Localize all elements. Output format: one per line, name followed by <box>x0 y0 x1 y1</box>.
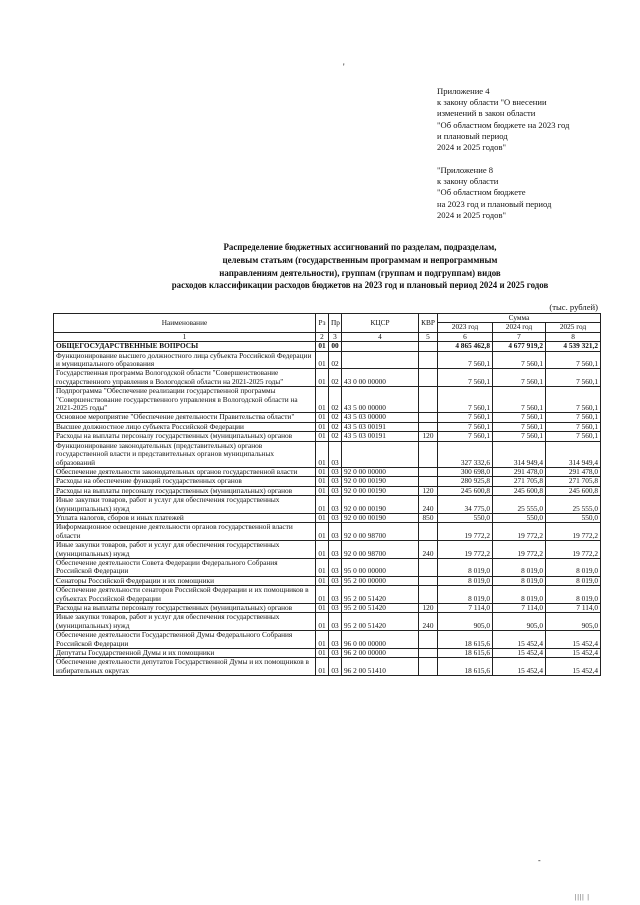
row-kcsr-cell: 95 0 00 00000 <box>342 558 419 576</box>
row-pr-cell: 02 <box>329 432 342 441</box>
row-name-cell: Депутаты Государственной Думы и их помощники <box>54 649 316 658</box>
row-kcsr-cell: 92 0 00 00190 <box>342 513 419 522</box>
appendix-line: "Приложение 8 <box>437 165 494 175</box>
row-value-2023-cell: 7 560,1 <box>438 432 493 441</box>
row-pr-cell: 03 <box>329 523 342 541</box>
row-kcsr-cell: 92 0 00 98700 <box>342 523 419 541</box>
row-value-2024-cell: 271 705,8 <box>493 477 546 486</box>
row-value-2025-cell: 7 114,0 <box>546 604 601 613</box>
table-row <box>54 413 601 422</box>
row-pr-cell: 03 <box>329 441 342 467</box>
row-value-2024-cell: 4 677 919,2 <box>493 342 546 351</box>
table-row <box>54 351 601 369</box>
row-pr-cell: 03 <box>329 658 342 676</box>
row-value-2024-cell: 8 019,0 <box>493 586 546 604</box>
page-bars: |||| | <box>575 893 590 901</box>
row-name-cell: Иные закупки товаров, работ и услуг для обеспечения государственных (муниципальных) нужд <box>54 496 316 514</box>
row-value-2024-cell: 8 019,0 <box>493 558 546 576</box>
row-kcsr-cell <box>342 351 419 369</box>
row-pr-cell: 03 <box>329 541 342 559</box>
row-rz-cell: 01 <box>316 477 329 486</box>
row-value-2025-cell: 8 019,0 <box>546 586 601 604</box>
row-kvr-cell: 240 <box>419 496 438 514</box>
row-value-2025-cell: 7 560,1 <box>546 413 601 422</box>
row-name-cell: Основное мероприятие "Обеспечение деятельности Правительства области" <box>54 413 316 422</box>
row-value-2023-cell: 7 560,1 <box>438 413 493 422</box>
row-rz-cell: 01 <box>316 422 329 431</box>
column-index-cell: 7 <box>493 332 546 341</box>
row-pr-cell: 03 <box>329 477 342 486</box>
row-kvr-cell <box>419 477 438 486</box>
row-pr-cell: 03 <box>329 576 342 585</box>
row-pr-cell: 03 <box>329 467 342 476</box>
row-rz-cell: 01 <box>316 413 329 422</box>
row-kvr-cell <box>419 649 438 658</box>
row-value-2024-cell: 7 560,1 <box>493 351 546 369</box>
column-index-cell: 2 <box>316 332 329 341</box>
budget-table <box>53 313 601 676</box>
column-index-row <box>54 332 601 341</box>
table-row <box>54 422 601 431</box>
appendix-line: 2024 и 2025 годов" <box>437 142 507 153</box>
row-value-2024-cell: 15 452,4 <box>493 631 546 649</box>
row-name-cell: Иные закупки товаров, работ и услуг для обеспечения государственных (муниципальных) нужд <box>54 541 316 559</box>
row-value-2023-cell: 34 775,0 <box>438 496 493 514</box>
row-value-2023-cell: 18 615,6 <box>438 631 493 649</box>
appendix-line: к закону области <box>437 176 499 187</box>
row-value-2025-cell: 15 452,4 <box>546 631 601 649</box>
row-name-cell: Обеспечение деятельности сенаторов Российской Федерации и их помощников в субъектах Российской Федерации <box>54 586 316 604</box>
row-value-2025-cell: 550,0 <box>546 513 601 522</box>
row-rz-cell: 01 <box>316 387 329 413</box>
row-value-2023-cell: 327 332,6 <box>438 441 493 467</box>
row-kvr-cell: 240 <box>419 541 438 559</box>
row-pr-cell: 03 <box>329 496 342 514</box>
table-row <box>54 631 601 649</box>
row-kcsr-cell: 43 5 00 00000 <box>342 387 419 413</box>
row-kcsr-cell: 43 5 03 00191 <box>342 432 419 441</box>
title-line: расходов классификации расходов бюджетов на 2023 год и плановый период 2024 и 2025 годов <box>171 280 549 291</box>
table-row <box>54 369 601 387</box>
row-kcsr-cell: 92 0 00 00000 <box>342 467 419 476</box>
table-row <box>54 604 601 613</box>
row-pr-cell: 03 <box>329 613 342 631</box>
row-name-cell: Высшее должностное лицо субъекта Российской Федерации <box>54 422 316 431</box>
appendix-line: на 2023 год и плановый период <box>437 198 552 209</box>
row-value-2023-cell: 245 600,8 <box>438 486 493 495</box>
row-value-2023-cell: 4 865 462,8 <box>438 342 493 351</box>
row-value-2024-cell: 19 772,2 <box>493 541 546 559</box>
row-rz-cell: 01 <box>316 369 329 387</box>
row-rz-cell: 01 <box>316 658 329 676</box>
row-rz-cell: 01 <box>316 586 329 604</box>
table-row <box>54 441 601 467</box>
row-value-2023-cell: 18 615,6 <box>438 658 493 676</box>
title-line: Распределение бюджетных ассигнований по разделам, подразделам, <box>223 242 497 252</box>
row-value-2023-cell: 7 560,1 <box>438 369 493 387</box>
row-rz-cell: 01 <box>316 576 329 585</box>
row-kvr-cell <box>419 342 438 351</box>
row-value-2024-cell: 550,0 <box>493 513 546 522</box>
row-value-2024-cell: 25 555,0 <box>493 496 546 514</box>
row-value-2025-cell: 7 560,1 <box>546 351 601 369</box>
row-kcsr-cell: 43 5 03 00191 <box>342 422 419 431</box>
units-label: (тыс. рублей) <box>549 302 598 312</box>
row-rz-cell: 01 <box>316 467 329 476</box>
row-name-cell: Обеспечение деятельности Совета Федерации Федерального Собрания Российской Федерации <box>54 558 316 576</box>
row-value-2025-cell: 19 772,2 <box>546 523 601 541</box>
column-index-cell: 3 <box>329 332 342 341</box>
row-pr-cell: 02 <box>329 387 342 413</box>
row-kvr-cell <box>419 658 438 676</box>
row-name-cell: Расходы на выплаты персоналу государственных (муниципальных) органов <box>54 604 316 613</box>
header-pr: Пр <box>329 314 342 333</box>
row-kcsr-cell: 96 0 00 00000 <box>342 631 419 649</box>
row-value-2025-cell: 4 539 321,2 <box>546 342 601 351</box>
table-body <box>54 332 601 675</box>
table-row <box>54 477 601 486</box>
row-name-cell: Иные закупки товаров, работ и услуг для обеспечения государственных (муниципальных) нужд <box>54 613 316 631</box>
row-kvr-cell: 120 <box>419 604 438 613</box>
row-rz-cell: 01 <box>316 486 329 495</box>
row-kvr-cell <box>419 523 438 541</box>
row-name-cell: Информационное освещение деятельности органов государственной власти области <box>54 523 316 541</box>
appendix-line: Приложение 4 <box>437 86 490 96</box>
row-rz-cell: 01 <box>316 649 329 658</box>
row-value-2024-cell: 314 949,4 <box>493 441 546 467</box>
row-kcsr-cell: 92 0 00 00190 <box>342 477 419 486</box>
row-kcsr-cell: 96 2 00 00000 <box>342 649 419 658</box>
row-value-2025-cell: 905,0 <box>546 613 601 631</box>
table-row <box>54 658 601 676</box>
title-line: направлениям деятельности), группам (группам и подгруппам) видов <box>219 267 501 278</box>
row-kcsr-cell <box>342 342 419 351</box>
row-kvr-cell: 240 <box>419 613 438 631</box>
row-name-cell: Уплата налогов, сборов и иных платежей <box>54 513 316 522</box>
row-value-2025-cell: 7 560,1 <box>546 422 601 431</box>
table-row <box>54 613 601 631</box>
table-row <box>54 342 601 351</box>
row-value-2025-cell: 7 560,1 <box>546 369 601 387</box>
row-rz-cell: 01 <box>316 432 329 441</box>
row-name-cell: Расходы на выплаты персоналу государственных (муниципальных) органов <box>54 486 316 495</box>
table-row <box>54 496 601 514</box>
table-row <box>54 541 601 559</box>
row-value-2024-cell: 7 560,1 <box>493 422 546 431</box>
row-value-2023-cell: 19 772,2 <box>438 523 493 541</box>
row-name-cell: Государственная программа Вологодской области "Совершенствование государственного управления в Вологодской области на 2021-2025 годы" <box>54 369 316 387</box>
row-kvr-cell <box>419 586 438 604</box>
table-row <box>54 649 601 658</box>
row-value-2024-cell: 15 452,4 <box>493 649 546 658</box>
row-value-2024-cell: 19 772,2 <box>493 523 546 541</box>
row-value-2023-cell: 550,0 <box>438 513 493 522</box>
row-pr-cell: 02 <box>329 422 342 431</box>
header-sum: Сумма <box>438 314 601 323</box>
appendix-4-note <box>437 86 627 153</box>
column-index-cell: 4 <box>342 332 419 341</box>
row-name-cell: Сенаторы Российской Федерации и их помощники <box>54 576 316 585</box>
row-value-2023-cell: 19 772,2 <box>438 541 493 559</box>
row-value-2023-cell: 905,0 <box>438 613 493 631</box>
row-value-2025-cell: 314 949,4 <box>546 441 601 467</box>
row-kvr-cell <box>419 387 438 413</box>
row-rz-cell: 01 <box>316 541 329 559</box>
appendix-line: 2024 и 2025 годов" <box>437 209 507 220</box>
column-index-cell: 5 <box>419 332 438 341</box>
row-name-cell: Подпрограмма "Обеспечение реализации государственной программы "Совершенствование государственного управления в Вологодской области на 2021-2025 годы" <box>54 387 316 413</box>
row-kvr-cell <box>419 467 438 476</box>
row-value-2025-cell: 7 560,1 <box>546 432 601 441</box>
row-kcsr-cell: 95 2 00 00000 <box>342 576 419 585</box>
row-rz-cell: 01 <box>316 441 329 467</box>
table-row <box>54 467 601 476</box>
column-index-cell: 6 <box>438 332 493 341</box>
row-kvr-cell <box>419 422 438 431</box>
row-name-cell: Функционирование законодательных (представительных) органов государственной власти и представительных органов муниципальных образований <box>54 441 316 467</box>
table-row <box>54 576 601 585</box>
column-index-cell: 8 <box>546 332 601 341</box>
row-value-2024-cell: 15 452,4 <box>493 658 546 676</box>
row-pr-cell: 00 <box>329 342 342 351</box>
table-row <box>54 432 601 441</box>
row-value-2025-cell: 25 555,0 <box>546 496 601 514</box>
row-value-2025-cell: 7 560,1 <box>546 387 601 413</box>
row-value-2023-cell: 8 019,0 <box>438 576 493 585</box>
row-value-2025-cell: 8 019,0 <box>546 558 601 576</box>
row-pr-cell: 02 <box>329 351 342 369</box>
row-value-2023-cell: 7 560,1 <box>438 387 493 413</box>
row-rz-cell: 01 <box>316 496 329 514</box>
row-kcsr-cell: 95 2 00 51420 <box>342 613 419 631</box>
table-row <box>54 558 601 576</box>
row-kcsr-cell: 95 2 00 51420 <box>342 604 419 613</box>
header-year-2024: 2024 год <box>493 323 546 332</box>
appendix-line: "Об областном бюджете на 2023 год <box>437 119 570 130</box>
row-rz-cell: 01 <box>316 631 329 649</box>
table-row <box>54 486 601 495</box>
appendix-line: изменений в закон области <box>437 108 536 119</box>
appendix-line: и плановый период <box>437 130 508 141</box>
row-value-2025-cell: 271 705,8 <box>546 477 601 486</box>
row-pr-cell: 03 <box>329 604 342 613</box>
row-kcsr-cell: 96 2 00 51410 <box>342 658 419 676</box>
row-value-2023-cell: 7 560,1 <box>438 422 493 431</box>
row-kvr-cell: 850 <box>419 513 438 522</box>
header-name: Наименование <box>54 314 316 333</box>
row-kcsr-cell: 43 5 03 00000 <box>342 413 419 422</box>
row-name-cell: Обеспечение деятельности законодательных органов государственной власти <box>54 467 316 476</box>
header-year-2025: 2025 год <box>546 323 601 332</box>
row-value-2024-cell: 291 478,0 <box>493 467 546 476</box>
column-index-cell: 1 <box>54 332 316 341</box>
row-kvr-cell <box>419 441 438 467</box>
row-kvr-cell: 120 <box>419 432 438 441</box>
row-value-2024-cell: 7 560,1 <box>493 413 546 422</box>
row-name-cell: Обеспечение деятельности депутатов Государственной Думы и их помощников в избирательных округах <box>54 658 316 676</box>
row-name-cell: ОБЩЕГОСУДАРСТВЕННЫЕ ВОПРОСЫ <box>54 342 316 351</box>
table-row <box>54 523 601 541</box>
row-pr-cell: 03 <box>329 513 342 522</box>
row-rz-cell: 01 <box>316 342 329 351</box>
row-pr-cell: 02 <box>329 369 342 387</box>
row-value-2024-cell: 7 560,1 <box>493 369 546 387</box>
row-value-2023-cell: 280 925,8 <box>438 477 493 486</box>
row-kcsr-cell: 43 0 00 00000 <box>342 369 419 387</box>
row-kcsr-cell: 92 0 00 98700 <box>342 541 419 559</box>
row-name-cell: Расходы на обеспечение функций государственных органов <box>54 477 316 486</box>
row-value-2023-cell: 8 019,0 <box>438 558 493 576</box>
row-pr-cell: 03 <box>329 586 342 604</box>
row-value-2023-cell: 8 019,0 <box>438 586 493 604</box>
row-kcsr-cell: 92 0 00 00190 <box>342 486 419 495</box>
row-kvr-cell <box>419 576 438 585</box>
row-rz-cell: 01 <box>316 604 329 613</box>
row-kcsr-cell: 95 2 00 51420 <box>342 586 419 604</box>
title-line: целевым статьям (государственным программам и непрограммным <box>222 254 498 265</box>
foot-mark: - <box>538 856 541 865</box>
row-value-2025-cell: 245 600,8 <box>546 486 601 495</box>
row-value-2024-cell: 245 600,8 <box>493 486 546 495</box>
row-rz-cell: 01 <box>316 558 329 576</box>
header-kcsr: КЦСР <box>342 314 419 333</box>
row-pr-cell: 03 <box>329 631 342 649</box>
row-name-cell: Расходы на выплаты персоналу государственных (муниципальных) органов <box>54 432 316 441</box>
table-row <box>54 387 601 413</box>
header-kvr: КВР <box>419 314 438 333</box>
document-title <box>120 241 600 292</box>
row-value-2025-cell: 15 452,4 <box>546 649 601 658</box>
row-value-2024-cell: 7 114,0 <box>493 604 546 613</box>
header-year-2023: 2023 год <box>438 323 493 332</box>
row-kvr-cell <box>419 558 438 576</box>
row-value-2024-cell: 8 019,0 <box>493 576 546 585</box>
row-value-2023-cell: 7 560,1 <box>438 351 493 369</box>
header-rz: Рз <box>316 314 329 333</box>
row-rz-cell: 01 <box>316 513 329 522</box>
top-mark: ' <box>343 62 345 72</box>
row-kvr-cell <box>419 369 438 387</box>
row-value-2023-cell: 300 698,0 <box>438 467 493 476</box>
table-row <box>54 586 601 604</box>
row-value-2023-cell: 7 114,0 <box>438 604 493 613</box>
row-rz-cell: 01 <box>316 523 329 541</box>
row-value-2025-cell: 8 019,0 <box>546 576 601 585</box>
row-rz-cell: 01 <box>316 351 329 369</box>
row-value-2025-cell: 15 452,4 <box>546 658 601 676</box>
row-pr-cell: 02 <box>329 413 342 422</box>
row-value-2024-cell: 7 560,1 <box>493 432 546 441</box>
row-kcsr-cell <box>342 441 419 467</box>
table-row <box>54 513 601 522</box>
appendix-line: "Об областном бюджете <box>437 187 526 198</box>
row-rz-cell: 01 <box>316 613 329 631</box>
appendix-line: к закону области "О внесении <box>437 97 547 108</box>
row-pr-cell: 03 <box>329 558 342 576</box>
row-value-2024-cell: 905,0 <box>493 613 546 631</box>
row-kvr-cell <box>419 413 438 422</box>
row-name-cell: Функционирование высшего должностного лица субъекта Российской Федерации и муниципального образования <box>54 351 316 369</box>
row-name-cell: Обеспечение деятельности Государственной Думы Федерального Собрания Российской Федерации <box>54 631 316 649</box>
row-value-2025-cell: 291 478,0 <box>546 467 601 476</box>
row-pr-cell: 03 <box>329 486 342 495</box>
row-kvr-cell <box>419 351 438 369</box>
row-value-2023-cell: 18 615,6 <box>438 649 493 658</box>
row-value-2025-cell: 19 772,2 <box>546 541 601 559</box>
row-value-2024-cell: 7 560,1 <box>493 387 546 413</box>
row-pr-cell: 03 <box>329 649 342 658</box>
row-kcsr-cell: 92 0 00 00190 <box>342 496 419 514</box>
appendix-8-note <box>437 165 627 221</box>
row-kvr-cell: 120 <box>419 486 438 495</box>
row-kvr-cell <box>419 631 438 649</box>
